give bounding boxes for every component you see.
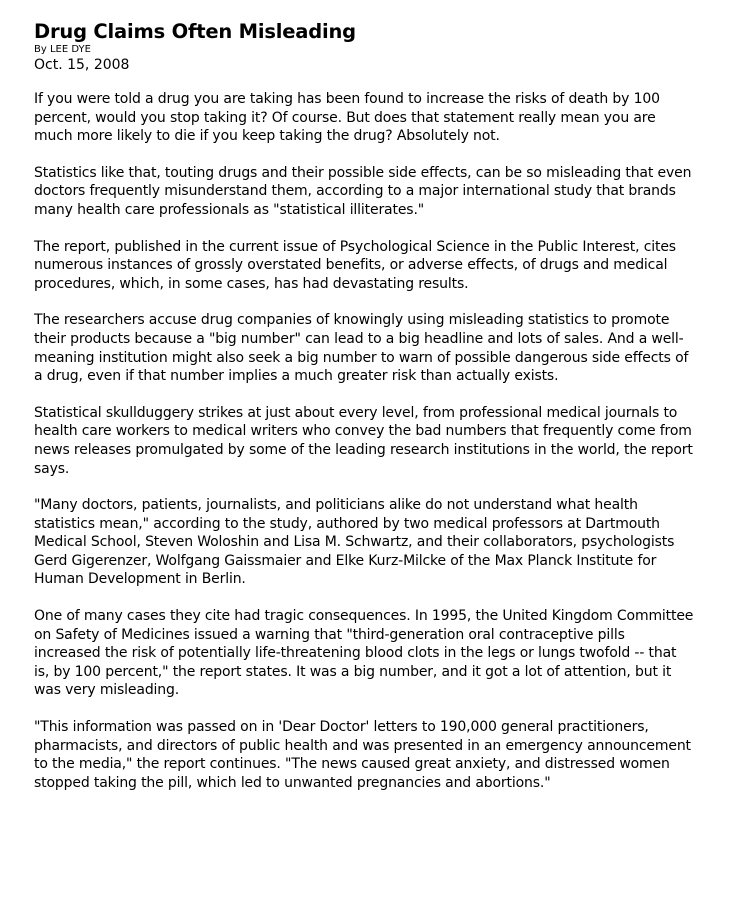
article-paragraph: One of many cases they cite had tragic consequences. In 1995, the United Kingdom Committee on Safety of Medicines issued a warning that "third-generation oral contraceptive pills increased the risk of potentially life-threatening blood clots in the legs or lungs twofold -- that is, by 100 percent," the report states. It was a big number, and it got a lot of attention, but it was very misleading. — [34, 608, 694, 699]
article-title: Drug Claims Often Misleading — [34, 20, 356, 43]
article-paragraph: If you were told a drug you are taking has been found to increase the risks of death by 100 percent, would you stop taking it? Of course. But does that statement really mean you are much more likely to die if you keep taking the drug? Absolutely not. — [34, 91, 660, 145]
article-paragraph: "This information was passed on in 'Dear Doctor' letters to 190,000 general practitioners, pharmacists, and directors of public health and was presented in an emergency announcement to the media," the report continues. "The news caused great anxiety, and distressed women stopped taking the pill, which led to unwanted pregnancies and abortions." — [34, 719, 691, 791]
article-paragraph: Statistical skullduggery strikes at just about every level, from professional medical journals to health care workers to medical writers who convey the bad numbers that frequently come from news releases promulgated by some of the leading research institutions in the world, the report says. — [34, 404, 693, 477]
article — [34, 20, 694, 810]
article-byline: By LEE DYE — [34, 44, 91, 55]
article-paragraph: The report, published in the current issue of Psychological Science in the Public Interest, cites numerous instances of grossly overstated benefits, or adverse effects, of drugs and medical procedures, which, in some cases, has had devastating results. — [34, 238, 676, 292]
article-paragraph: Statistics like that, touting drugs and their possible side effects, can be so misleading that even doctors frequently misunderstand them, according to a major international study that brands many health care professionals as "statistical illiterates." — [34, 164, 692, 218]
article-paragraph: "Many doctors, patients, journalists, and politicians alike do not understand what health statistics mean," according to the study, authored by two medical professors at Dartmouth Medical School, Steven Woloshin and Lisa M. Schwartz, and their collaborators, psychologists Gerd Gigerenzer, Wolfgang Gaissmaier and Elke Kurz-Milcke of the Max Planck Institute for Human Development in Berlin. — [34, 497, 675, 588]
article-paragraph: The researchers accuse drug companies of knowingly using misleading statistics to promote their products because a "big number" can lead to a big headline and lots of sales. And a well-meaning institution might also seek a big number to warn of possible dangerous side effects of a drug, even if that number implies a much greater risk than actually exists. — [34, 312, 689, 385]
article-date: Oct. 15, 2008 — [34, 57, 130, 73]
